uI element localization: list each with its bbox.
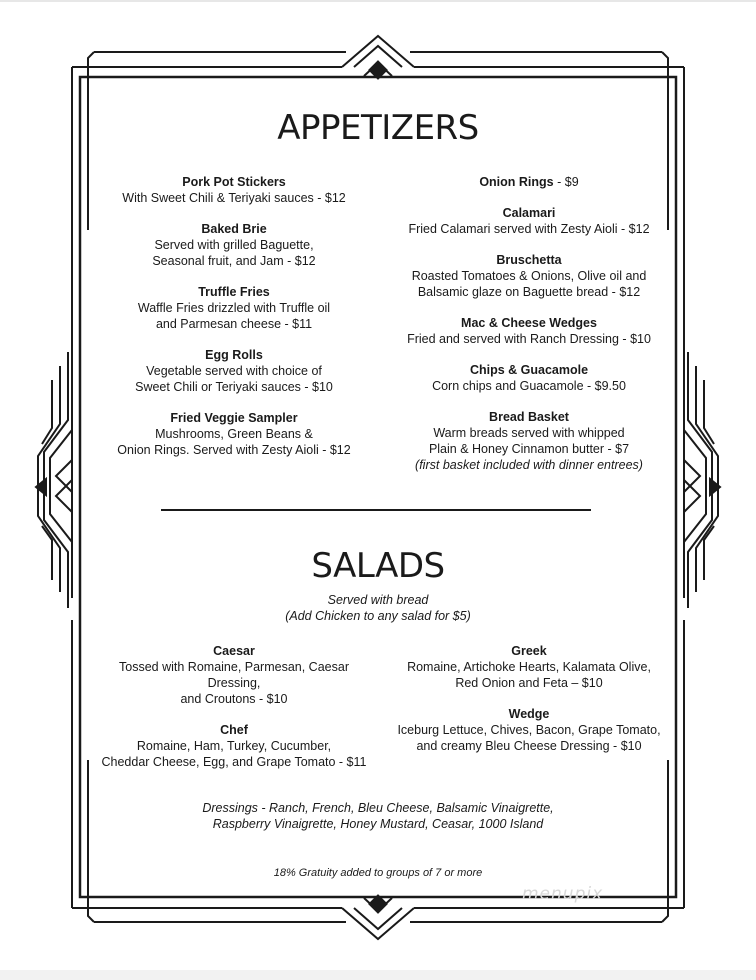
menu-item-name: Truffle Fries xyxy=(198,285,270,299)
bottom-strip xyxy=(0,970,756,980)
menu-item xyxy=(98,221,370,269)
menu-item-header xyxy=(392,362,666,378)
menu-item-header xyxy=(392,643,666,659)
menu-item xyxy=(98,722,370,770)
menu-item-description: Waffle Fries drizzled with Truffle oil and Parmesan cheese - $11 xyxy=(137,301,331,331)
menu-item-header xyxy=(98,174,370,190)
menu-item-name: Greek xyxy=(511,644,547,658)
appetizers-right-column xyxy=(392,174,666,488)
salads-right-column xyxy=(392,643,666,769)
menu-item-description: Fried Calamari served with Zesty Aioli - $12 xyxy=(408,222,650,236)
menu-item-description: Mushrooms, Green Beans & Onion Rings. Served with Zesty Aioli - $12 xyxy=(117,427,351,457)
menu-item xyxy=(98,643,370,707)
menu-item-description: Fried and served with Ranch Dressing - $10 xyxy=(407,332,651,346)
menu-item xyxy=(392,643,666,691)
menu-item-header xyxy=(392,706,666,722)
menu-item-name: Calamari xyxy=(502,206,556,220)
menu-item xyxy=(98,410,370,458)
menu-item-name: Caesar xyxy=(213,644,255,658)
menu-item-name: Chips & Guacamole xyxy=(469,363,589,377)
menu-item-header xyxy=(98,722,370,738)
watermark: menupix xyxy=(522,884,604,904)
menu-item-description: Roasted Tomatoes & Onions, Olive oil and Balsamic glaze on Baguette bread - $12 xyxy=(411,269,647,299)
menu-item xyxy=(392,315,666,347)
menu-item xyxy=(392,252,666,300)
menu-item-header xyxy=(98,643,370,659)
menu-item-name: Onion Rings xyxy=(479,175,554,189)
menu-item xyxy=(392,409,666,473)
menu-item-header xyxy=(392,205,666,221)
menu-item xyxy=(392,362,666,394)
menu-item-name: Wedge xyxy=(508,707,550,721)
menu-item xyxy=(98,347,370,395)
menu-item-header xyxy=(98,347,370,363)
menu-item-header xyxy=(98,284,370,300)
menu-item xyxy=(392,205,666,237)
menu-item-description: Served with grilled Baguette, Seasonal fruit, and Jam - $12 xyxy=(152,238,316,268)
section-divider xyxy=(161,509,591,511)
menu-item-header xyxy=(98,221,370,237)
appetizers-heading: APPETIZERS xyxy=(277,108,479,148)
menu-item-name: Mac & Cheese Wedges xyxy=(461,316,597,330)
menu-item-note: (first basket included with dinner entrees) xyxy=(415,458,643,472)
menu-item xyxy=(98,284,370,332)
menu-item-description: Corn chips and Guacamole - $9.50 xyxy=(432,379,626,393)
appetizers-left-column xyxy=(98,174,370,473)
menu-item-name: Bruschetta xyxy=(496,253,562,267)
salads-note: Served with bread (Add Chicken to any salad for $5) xyxy=(285,593,471,623)
menu-item-description: Iceburg Lettuce, Chives, Bacon, Grape Tomato, and creamy Bleu Cheese Dressing - $10 xyxy=(397,723,661,753)
menu-item-name: Baked Brie xyxy=(201,222,267,236)
menu-item-description: Romaine, Artichoke Hearts, Kalamata Olive, Red Onion and Feta – $10 xyxy=(407,660,651,690)
menu-item-header xyxy=(392,315,666,331)
menu-item-name: Egg Rolls xyxy=(205,348,263,362)
menu-item xyxy=(98,174,370,206)
menu-item-description: Warm breads served with whipped Plain & Honey Cinnamon butter - $7 xyxy=(428,426,630,456)
menu-item-name: Bread Basket xyxy=(489,410,569,424)
menu-item-header xyxy=(392,409,666,425)
salads-heading: SALADS xyxy=(311,546,445,586)
menu-item-name: Pork Pot Stickers xyxy=(182,175,286,189)
menu-item-description: Romaine, Ham, Turkey, Cucumber, Cheddar Cheese, Egg, and Grape Tomato - $11 xyxy=(101,739,367,769)
menu-item-description: Vegetable served with choice of Sweet Chili or Teriyaki sauces - $10 xyxy=(135,364,333,394)
menu-item xyxy=(392,706,666,754)
menu-item-header xyxy=(98,410,370,426)
dressings-list: Dressings - Ranch, French, Bleu Cheese, Balsamic Vinaigrette, Raspberry Vinaigrette, Honey Mustard, Ceasar, 1000 Island xyxy=(202,801,554,831)
menu-item-description: Tossed with Romaine, Parmesan, Caesar Dressing, and Croutons - $10 xyxy=(119,660,349,706)
menu-item-price: - $9 xyxy=(553,175,579,189)
menu-item-header xyxy=(392,174,666,190)
menu-item-header xyxy=(392,252,666,268)
menu-item-description: With Sweet Chili & Teriyaki sauces - $12 xyxy=(122,191,346,205)
salads-left-column xyxy=(98,643,370,785)
menu-item xyxy=(392,174,666,190)
menu-item-name: Chef xyxy=(220,723,248,737)
gratuity-note: 18% Gratuity added to groups of 7 or more xyxy=(273,867,483,879)
menu-item-name: Fried Veggie Sampler xyxy=(170,411,298,425)
